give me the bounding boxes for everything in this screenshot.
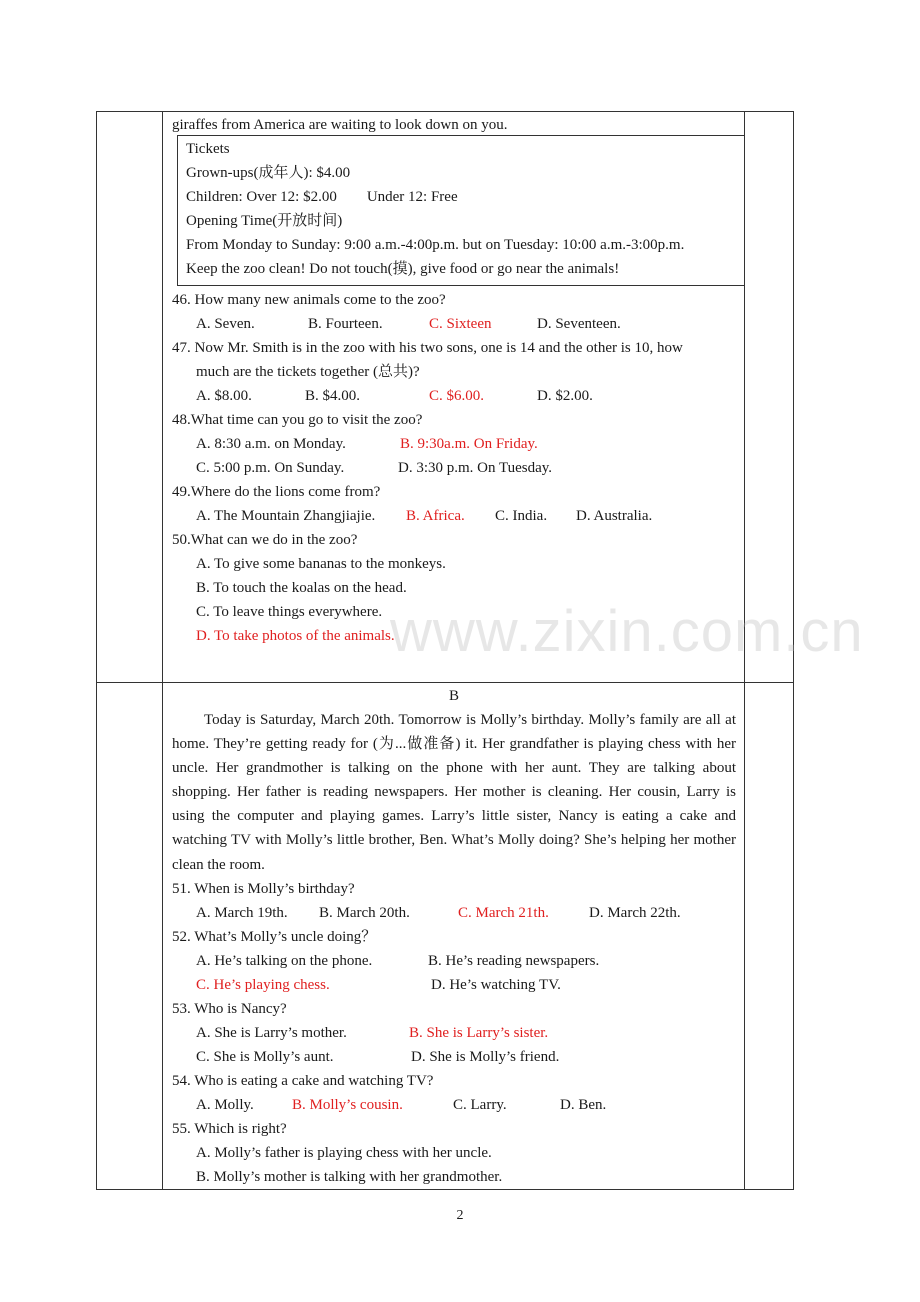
section-b — [163, 683, 744, 1189]
option-d: D. Ben. — [560, 1096, 607, 1113]
option-c: C. Larry. — [453, 1096, 507, 1113]
option-c: C. She is Molly’s aunt. — [196, 1048, 334, 1065]
watermark: www.zixin.com.cn — [390, 599, 864, 664]
option-d: D. $2.00. — [537, 388, 593, 404]
question-48-options-2 — [172, 456, 736, 480]
question-48: 48.What time can you go to visit the zoo? — [172, 412, 423, 428]
option-d: D. March 22th. — [589, 904, 681, 921]
intro-tail: giraffes from America are waiting to look down on you. — [172, 117, 508, 133]
section-a — [163, 112, 744, 648]
question-46: 46. How many new animals come to the zoo? — [172, 292, 446, 308]
option-b: B. Fourteen. — [308, 316, 383, 332]
question-47: 47. Now Mr. Smith is in the zoo with his two sons, one is 14 and the other is 10, how — [172, 340, 683, 356]
option-b-answer: B. She is Larry’s sister. — [409, 1024, 549, 1041]
option-c-answer: C. He’s playing chess. — [196, 976, 330, 993]
section-b-cell — [163, 683, 745, 1190]
option-d: D. He’s watching TV. — [431, 976, 561, 993]
question-49: 49.Where do the lions come from? — [172, 484, 381, 500]
question-52-options-2 — [172, 973, 736, 997]
option-a: A. To give some bananas to the monkeys. — [196, 556, 446, 572]
question-52: 52. What’s Molly’s uncle doing？ — [172, 928, 377, 945]
option-b: B. He’s reading newspapers. — [428, 952, 600, 969]
option-c-answer: C. March 21th. — [458, 904, 549, 921]
option-a: A. He’s talking on the phone. — [196, 952, 373, 969]
option-d: D. Seventeen. — [537, 316, 621, 332]
question-52-options-1 — [172, 949, 736, 973]
option-d: D. 3:30 p.m. On Tuesday. — [398, 460, 553, 476]
ticket-line: Tickets — [186, 141, 230, 157]
question-50: 50.What can we do in the zoo? — [172, 532, 358, 548]
question-47-options — [172, 384, 736, 408]
left-margin-cell — [97, 112, 163, 683]
option-c: C. To leave things everywhere. — [196, 604, 383, 620]
option-b-answer: B. Molly’s cousin. — [292, 1096, 403, 1113]
right-margin-cell — [745, 112, 794, 683]
ticket-box — [177, 135, 745, 286]
question-48-options-1 — [172, 432, 736, 456]
question-53: 53. Who is Nancy? — [172, 1000, 287, 1017]
option-b: B. Molly’s mother is talking with her grandmother. — [196, 1168, 503, 1185]
question-46-options — [172, 312, 736, 336]
ticket-line: Opening Time(开放时间) — [186, 213, 343, 229]
option-d: D. She is Molly’s friend. — [411, 1048, 560, 1065]
section-a-cell — [163, 112, 745, 683]
option-c: C. India. — [495, 508, 548, 524]
page-table — [96, 111, 794, 1190]
question-51-options — [172, 901, 736, 925]
ticket-line: Children: Over 12: $2.00 Under 12: Free — [186, 189, 458, 205]
right-margin-cell — [745, 683, 794, 1190]
question-47-cont: much are the tickets together (总共)? — [196, 364, 420, 380]
passage: Today is Saturday, March 20th. Tomorrow is Molly’s birthday. Molly’s family are all at home. They’re getting ready for (为...做准备) it. Her grandfather is playing chess with her uncle. Her grandmother is talking on the phone with her aunt. They are talking about shopping. Her father is reading newspapers. Her mother is cleaning. Her cousin, Larry is using the computer and playing games. Larry’s little sister, Nancy is eating a cake and watching TV with Molly’s little brother, Ben. What’s Molly doing? She’s helping her mother clean the room. — [172, 712, 736, 873]
option-a: A. 8:30 a.m. on Monday. — [196, 436, 346, 452]
option-d: D. Australia. — [576, 508, 653, 524]
option-b: B. $4.00. — [305, 388, 361, 404]
ticket-line: From Monday to Sunday: 9:00 a.m.-4:00p.m. but on Tuesday: 10:00 a.m.-3:00p.m. — [186, 237, 685, 253]
question-55: 55. Which is right? — [172, 1120, 287, 1137]
ticket-line: Keep the zoo clean! Do not touch(摸), give food or go near the animals! — [186, 261, 620, 277]
section-heading: B — [448, 688, 459, 704]
question-49-options — [172, 504, 736, 528]
left-margin-cell — [97, 683, 163, 1190]
question-54: 54. Who is eating a cake and watching TV? — [172, 1072, 434, 1089]
option-c: C. 5:00 p.m. On Sunday. — [196, 460, 345, 476]
option-d-answer: D. To take photos of the animals. — [196, 628, 395, 644]
option-a: A. March 19th. — [196, 904, 288, 921]
option-a: A. She is Larry’s mother. — [196, 1024, 347, 1041]
option-b-answer: B. 9:30a.m. On Friday. — [400, 436, 538, 452]
option-c-answer: C. $6.00. — [429, 388, 485, 404]
option-b: B. To touch the koalas on the head. — [196, 580, 407, 596]
option-a: A. The Mountain Zhangjiajie. — [196, 508, 376, 524]
option-a: A. $8.00. — [196, 388, 252, 404]
option-b-answer: B. Africa. — [406, 508, 465, 524]
ticket-line: Grown-ups(成年人): $4.00 — [186, 165, 351, 181]
option-b: B. March 20th. — [319, 904, 410, 921]
question-53-options-2 — [172, 1045, 736, 1069]
question-51: 51. When is Molly’s birthday? — [172, 880, 355, 897]
page-number: 2 — [456, 1208, 464, 1223]
option-a: A. Seven. — [196, 316, 255, 332]
option-a: A. Molly. — [196, 1096, 254, 1113]
option-a: A. Molly’s father is playing chess with her uncle. — [196, 1144, 492, 1161]
option-c-answer: C. Sixteen — [429, 316, 492, 332]
question-53-options-1 — [172, 1021, 736, 1045]
question-54-options — [172, 1093, 736, 1117]
